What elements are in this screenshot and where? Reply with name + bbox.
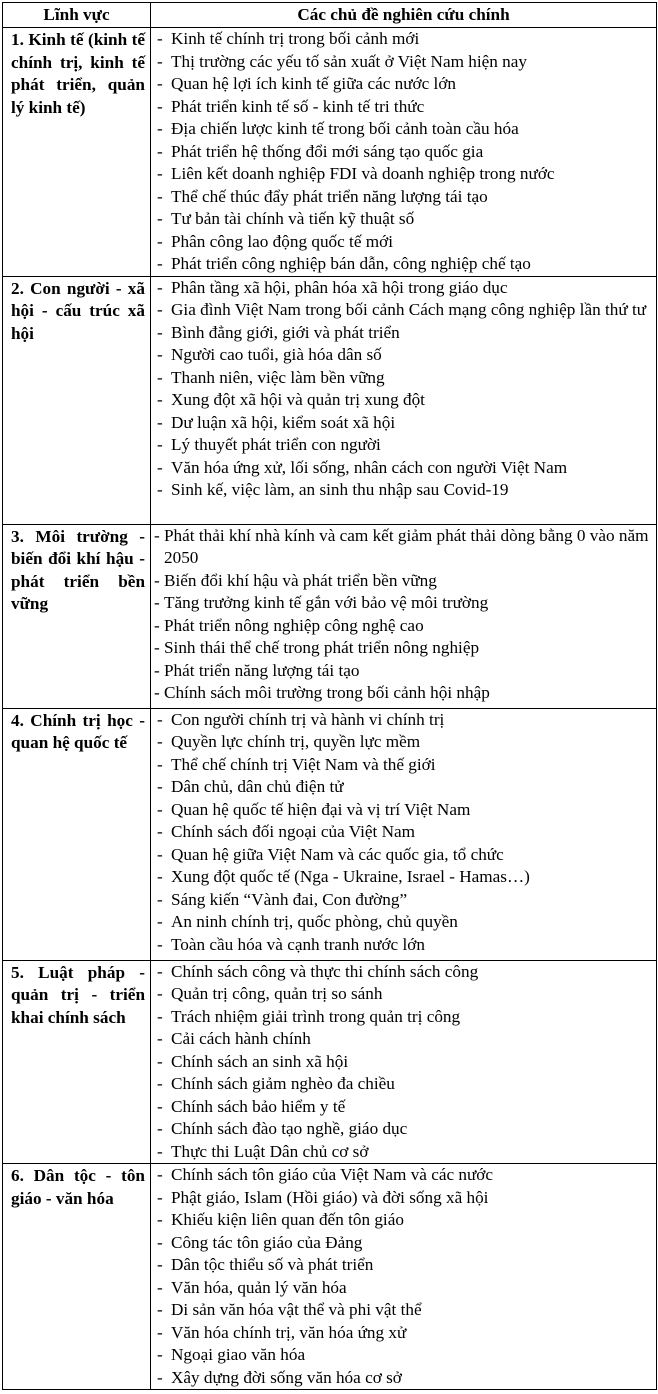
bullet-dash: - bbox=[157, 1096, 163, 1116]
topic-text: Sáng kiến “Vành đai, Con đường” bbox=[171, 889, 408, 909]
topic-item bbox=[151, 844, 652, 867]
bullet-dash: - bbox=[157, 1029, 163, 1048]
bullet-dash: - bbox=[157, 254, 163, 273]
topic-text: Phát triển kinh tế số - kinh tế tri thức bbox=[171, 96, 425, 116]
bullet-dash: - bbox=[157, 1367, 163, 1387]
bullet-dash: - bbox=[157, 345, 163, 364]
bullet-dash: - bbox=[157, 412, 163, 432]
topics-cell-politics bbox=[151, 708, 657, 960]
topic-text: Gia đình Việt Nam trong bối cảnh Cách mạng công nghiệp lần thứ tư bbox=[171, 300, 647, 319]
topics-list bbox=[151, 709, 652, 957]
topics-list bbox=[151, 28, 652, 276]
bullet-dash: - bbox=[157, 367, 163, 387]
topic-item bbox=[151, 434, 652, 457]
topic-item bbox=[151, 389, 652, 412]
topic-item bbox=[151, 186, 652, 209]
bullet-dash: - bbox=[157, 51, 163, 71]
bullet-dash: - bbox=[157, 1006, 163, 1026]
bullet-dash: - bbox=[157, 300, 163, 319]
bullet-dash: - bbox=[157, 822, 163, 841]
topic-item bbox=[151, 141, 652, 164]
topic-item bbox=[151, 799, 652, 822]
topic-item bbox=[151, 911, 652, 934]
bullet-dash: - bbox=[157, 96, 163, 116]
topics-list bbox=[151, 525, 652, 705]
topic-text: Chính sách giảm nghèo đa chiều bbox=[171, 1074, 395, 1093]
topic-item bbox=[151, 479, 652, 502]
topic-text: Văn hóa, quản lý văn hóa bbox=[171, 1277, 347, 1297]
header-field: Lĩnh vực bbox=[3, 3, 151, 28]
bullet-dash: - bbox=[157, 1141, 163, 1161]
topic-text: Dư luận xã hội, kiểm soát xã hội bbox=[171, 412, 396, 432]
bullet-dash: - bbox=[157, 1119, 163, 1138]
bullet-dash: - bbox=[154, 525, 160, 545]
topic-text: Phát triển hệ thống đổi mới sáng tạo quốc gia bbox=[171, 141, 484, 161]
topic-text: Phát triển nông nghiệp công nghệ cao bbox=[164, 615, 424, 635]
topic-text: Thể chế chính trị Việt Nam và thế giới bbox=[171, 754, 436, 774]
topic-text: Dân chủ, dân chủ điện tử bbox=[171, 777, 344, 796]
topic-text: Thực thi Luật Dân chủ cơ sở bbox=[171, 1141, 369, 1161]
bullet-dash: - bbox=[157, 435, 163, 454]
topic-text: Tăng trưởng kinh tế gắn với bảo vệ môi trường bbox=[164, 593, 489, 612]
bullet-dash: - bbox=[157, 186, 163, 206]
bullet-dash: - bbox=[157, 732, 163, 751]
topic-item bbox=[151, 277, 652, 300]
topics-cell-society bbox=[151, 276, 657, 524]
topic-text: Biến đổi khí hậu và phát triển bền vững bbox=[164, 570, 437, 590]
topic-text: Phát triển năng lượng tái tạo bbox=[164, 660, 360, 680]
bullet-dash: - bbox=[154, 683, 160, 702]
topic-item bbox=[151, 682, 652, 705]
bullet-dash: - bbox=[157, 1210, 163, 1229]
topic-text: Thể chế thúc đẩy phát triển năng lượng tái tạo bbox=[171, 186, 488, 206]
topic-text: Sinh kế, việc làm, an sinh thu nhập sau Covid-19 bbox=[171, 480, 509, 499]
topic-text: Tư bản tài chính và tiến kỹ thuật số bbox=[171, 209, 415, 228]
topic-item bbox=[151, 961, 652, 984]
topic-text: Thị trường các yếu tố sản xuất ở Việt Nam hiện nay bbox=[171, 51, 527, 71]
topic-text: Phát triển công nghiệp bán dẫn, công nghiệp chế tạo bbox=[171, 254, 531, 273]
bullet-dash: - bbox=[157, 984, 163, 1003]
bullet-dash: - bbox=[157, 844, 163, 864]
topic-text: Quản trị công, quản trị so sánh bbox=[171, 984, 383, 1003]
table-row bbox=[3, 276, 657, 524]
topic-item bbox=[151, 231, 652, 254]
topic-item bbox=[151, 1141, 652, 1164]
topic-item bbox=[151, 525, 652, 570]
topics-cell-law bbox=[151, 960, 657, 1164]
bullet-dash: - bbox=[157, 164, 163, 183]
bullet-dash: - bbox=[157, 1300, 163, 1319]
topic-item bbox=[151, 1073, 652, 1096]
topic-text: Cải cách hành chính bbox=[171, 1029, 311, 1048]
bullet-dash: - bbox=[157, 1074, 163, 1093]
topic-text: Quan hệ giữa Việt Nam và các quốc gia, tổ chức bbox=[171, 844, 504, 864]
topic-text: Quan hệ quốc tế hiện đại và vị trí Việt Nam bbox=[171, 799, 471, 819]
bullet-dash: - bbox=[157, 231, 163, 251]
bullet-dash: - bbox=[157, 867, 163, 886]
table-header-row bbox=[3, 3, 657, 28]
topic-item bbox=[151, 1096, 652, 1119]
topic-item bbox=[151, 776, 652, 799]
topic-text: Con người chính trị và hành vi chính trị bbox=[171, 709, 445, 729]
bullet-dash: - bbox=[157, 777, 163, 796]
topic-item bbox=[151, 592, 652, 615]
table-row bbox=[3, 708, 657, 960]
topic-text: Phân công lao động quốc tế mới bbox=[171, 231, 393, 251]
field-cell-economics: 1. Kinh tế (kinh tế chính trị, kinh tế phát triển, quản lý kinh tế) bbox=[3, 28, 151, 277]
topic-item bbox=[151, 73, 652, 96]
topics-cell-culture bbox=[151, 1164, 657, 1390]
topics-cell-environment bbox=[151, 524, 657, 708]
topic-item bbox=[151, 1232, 652, 1255]
research-topics-table bbox=[2, 2, 657, 1390]
topic-item bbox=[151, 660, 652, 683]
bullet-dash: - bbox=[157, 912, 163, 931]
topic-text: Chính sách tôn giáo của Việt Nam và các nước bbox=[171, 1165, 494, 1184]
field-cell-culture: 6. Dân tộc - tôn giáo - văn hóa bbox=[3, 1164, 151, 1390]
topic-text: Người cao tuổi, già hóa dân số bbox=[171, 345, 382, 364]
bullet-dash: - bbox=[157, 141, 163, 161]
topic-item bbox=[151, 1164, 652, 1187]
table-row bbox=[3, 1164, 657, 1390]
topic-item bbox=[151, 570, 652, 593]
bullet-dash: - bbox=[157, 457, 163, 477]
topic-text: An ninh chính trị, quốc phòng, chủ quyền bbox=[171, 912, 458, 931]
topic-item bbox=[151, 1322, 652, 1345]
bullet-dash: - bbox=[154, 570, 160, 590]
bullet-dash: - bbox=[157, 799, 163, 819]
bullet-dash: - bbox=[157, 480, 163, 499]
topic-item bbox=[151, 322, 652, 345]
header-topics: Các chủ đề nghiên cứu chính bbox=[151, 3, 657, 28]
topic-item bbox=[151, 208, 652, 231]
document-page bbox=[2, 2, 656, 1390]
topics-cell-economics bbox=[151, 28, 657, 277]
bullet-dash: - bbox=[157, 390, 163, 409]
bullet-dash: - bbox=[157, 1277, 163, 1297]
bullet-dash: - bbox=[157, 1051, 163, 1071]
topic-text: Chính sách đào tạo nghề, giáo dục bbox=[171, 1119, 408, 1138]
topic-text: Công tác tôn giáo của Đảng bbox=[171, 1232, 363, 1252]
topic-item bbox=[151, 118, 652, 141]
topic-text: Xây dựng đời sống văn hóa cơ sở bbox=[171, 1367, 402, 1387]
table-row bbox=[3, 960, 657, 1164]
topic-text: Phát thải khí nhà kính và cam kết giảm phát thải dòng bằng 0 vào năm 2050 bbox=[164, 525, 649, 567]
topic-text: Văn hóa chính trị, văn hóa ứng xử bbox=[171, 1322, 407, 1342]
topic-text: Liên kết doanh nghiệp FDI và doanh nghiệp trong nước bbox=[171, 164, 555, 183]
field-cell-law: 5. Luật pháp - quản trị - triển khai chính sách bbox=[3, 960, 151, 1164]
topic-text: Di sản văn hóa vật thể và phi vật thể bbox=[171, 1300, 422, 1319]
topic-text: Chính sách môi trường trong bối cảnh hội nhập bbox=[164, 683, 490, 702]
bullet-dash: - bbox=[157, 29, 163, 48]
topic-item bbox=[151, 96, 652, 119]
topics-list bbox=[151, 1164, 652, 1389]
topics-list bbox=[151, 961, 652, 1164]
bullet-dash: - bbox=[154, 593, 160, 612]
topic-item bbox=[151, 821, 652, 844]
bullet-dash: - bbox=[154, 638, 160, 657]
topic-item bbox=[151, 28, 652, 51]
bullet-dash: - bbox=[157, 1255, 163, 1274]
topic-text: Địa chiến lược kinh tế trong bối cảnh toàn cầu hóa bbox=[171, 119, 519, 138]
topic-item bbox=[151, 983, 652, 1006]
topic-text: Thanh niên, việc làm bền vững bbox=[171, 367, 385, 387]
topic-item bbox=[151, 1187, 652, 1210]
topic-text: Chính sách đối ngoại của Việt Nam bbox=[171, 822, 415, 841]
topic-text: Chính sách bảo hiểm y tế bbox=[171, 1096, 346, 1116]
topic-text: Xung đột quốc tế (Nga - Ukraine, Israel - Hamas…) bbox=[171, 867, 530, 886]
topic-text: Ngoại giao văn hóa bbox=[171, 1345, 306, 1364]
bullet-dash: - bbox=[157, 322, 163, 342]
topic-text: Phân tầng xã hội, phân hóa xã hội trong giáo dục bbox=[171, 277, 508, 297]
topic-item bbox=[151, 412, 652, 435]
topic-text: Khiếu kiện liên quan đến tôn giáo bbox=[171, 1210, 404, 1229]
topic-text: Văn hóa ứng xử, lối sống, nhân cách con người Việt Nam bbox=[171, 457, 568, 477]
topic-text: Xung đột xã hội và quản trị xung đột bbox=[171, 390, 425, 409]
bullet-dash: - bbox=[157, 1345, 163, 1364]
topic-text: Kinh tế chính trị trong bối cảnh mới bbox=[171, 29, 420, 48]
field-cell-environment: 3. Môi trường - biến đổi khí hậu - phát triển bền vững bbox=[3, 524, 151, 708]
topic-item bbox=[151, 1006, 652, 1029]
topic-item bbox=[151, 889, 652, 912]
topic-item bbox=[151, 344, 652, 367]
topic-item bbox=[151, 934, 652, 957]
topic-text: Toàn cầu hóa và cạnh tranh nước lớn bbox=[171, 934, 425, 954]
bullet-dash: - bbox=[157, 1187, 163, 1207]
topic-text: Trách nhiệm giải trình trong quản trị công bbox=[171, 1006, 461, 1026]
topic-text: Chính sách an sinh xã hội bbox=[171, 1051, 349, 1071]
bullet-dash: - bbox=[154, 615, 160, 635]
topic-item bbox=[151, 1051, 652, 1074]
topic-text: Lý thuyết phát triển con người bbox=[171, 435, 381, 454]
field-cell-politics: 4. Chính trị học - quan hệ quốc tế bbox=[3, 708, 151, 960]
topic-item bbox=[151, 1277, 652, 1300]
topic-item bbox=[151, 709, 652, 732]
topic-text: Quan hệ lợi ích kinh tế giữa các nước lớn bbox=[171, 74, 457, 93]
topic-text: Chính sách công và thực thi chính sách công bbox=[171, 961, 479, 981]
topic-text: Phật giáo, Islam (Hồi giáo) và đời sống xã hội bbox=[171, 1187, 489, 1207]
topic-item bbox=[151, 637, 652, 660]
topic-item bbox=[151, 1344, 652, 1367]
topic-text: Dân tộc thiểu số và phát triển bbox=[171, 1255, 374, 1274]
topic-item bbox=[151, 1118, 652, 1141]
topic-item bbox=[151, 163, 652, 186]
topic-item bbox=[151, 299, 652, 322]
field-cell-society: 2. Con người - xã hội - cấu trúc xã hội bbox=[3, 276, 151, 524]
topic-item bbox=[151, 457, 652, 480]
bullet-dash: - bbox=[157, 1322, 163, 1342]
bullet-dash: - bbox=[157, 709, 163, 729]
table-row bbox=[3, 524, 657, 708]
bullet-dash: - bbox=[157, 119, 163, 138]
bullet-dash: - bbox=[154, 660, 160, 680]
bullet-dash: - bbox=[157, 1165, 163, 1184]
bullet-dash: - bbox=[157, 889, 163, 909]
topics-list bbox=[151, 277, 652, 502]
topic-text: Bình đẳng giới, giới và phát triển bbox=[171, 322, 400, 342]
topic-item bbox=[151, 51, 652, 74]
topic-item bbox=[151, 253, 652, 276]
topic-item bbox=[151, 1367, 652, 1390]
bullet-dash: - bbox=[157, 1232, 163, 1252]
topic-item bbox=[151, 866, 652, 889]
table-row bbox=[3, 28, 657, 277]
topic-item bbox=[151, 1299, 652, 1322]
topic-item bbox=[151, 1254, 652, 1277]
bullet-dash: - bbox=[157, 961, 163, 981]
topic-item bbox=[151, 754, 652, 777]
topic-item bbox=[151, 615, 652, 638]
topic-item bbox=[151, 731, 652, 754]
topic-text: Quyền lực chính trị, quyền lực mềm bbox=[171, 732, 421, 751]
bullet-dash: - bbox=[157, 754, 163, 774]
topic-item bbox=[151, 1209, 652, 1232]
topic-item bbox=[151, 1028, 652, 1051]
bullet-dash: - bbox=[157, 934, 163, 954]
bullet-dash: - bbox=[157, 277, 163, 297]
bullet-dash: - bbox=[157, 74, 163, 93]
topic-text: Sinh thái thể chế trong phát triển nông nghiệp bbox=[164, 638, 480, 657]
bullet-dash: - bbox=[157, 209, 163, 228]
topic-item bbox=[151, 367, 652, 390]
